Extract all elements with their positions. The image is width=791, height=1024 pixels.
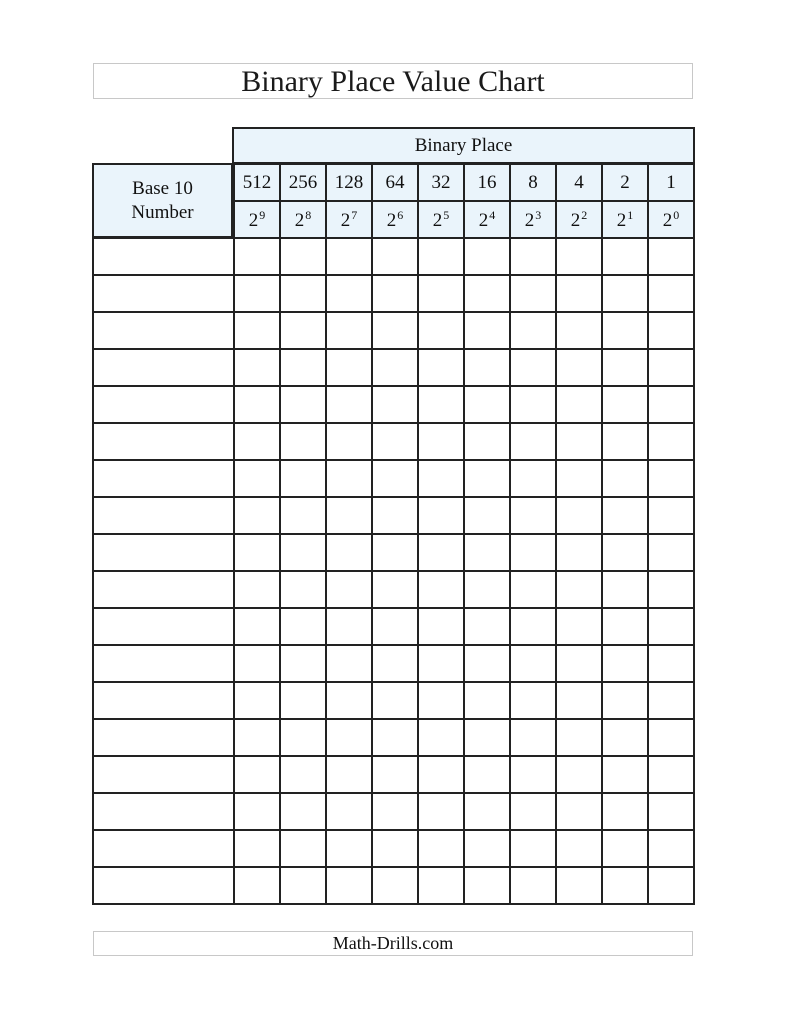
power-cell xyxy=(602,201,648,238)
power-cell xyxy=(648,201,694,238)
binary-digit-cell[interactable] xyxy=(602,830,648,867)
binary-digit-cell[interactable] xyxy=(280,460,326,497)
base10-entry-cell[interactable] xyxy=(93,349,234,386)
place-value-cell: 128 xyxy=(326,164,372,201)
power-base: 2 xyxy=(478,209,489,231)
binary-digit-cell[interactable] xyxy=(372,460,418,497)
binary-digit-cell[interactable] xyxy=(418,497,464,534)
power-base: 2 xyxy=(662,209,673,231)
power-base: 2 xyxy=(432,209,443,231)
binary-digit-cell[interactable] xyxy=(464,534,510,571)
binary-digit-cell[interactable] xyxy=(418,608,464,645)
binary-digit-cell[interactable] xyxy=(464,793,510,830)
footer-credit: Math-Drills.com xyxy=(93,931,693,956)
binary-digit-cell[interactable] xyxy=(234,645,280,682)
table-row xyxy=(93,793,694,830)
place-value-cell: 2 xyxy=(602,164,648,201)
binary-digit-cell[interactable] xyxy=(648,867,694,904)
binary-digit-cell[interactable] xyxy=(556,571,602,608)
binary-digit-cell[interactable] xyxy=(602,386,648,423)
binary-digit-cell[interactable] xyxy=(510,312,556,349)
binary-digit-cell[interactable] xyxy=(326,238,372,275)
place-value-cell: 4 xyxy=(556,164,602,201)
binary-digit-cell[interactable] xyxy=(464,608,510,645)
table-row xyxy=(93,460,694,497)
binary-digit-cell[interactable] xyxy=(234,793,280,830)
binary-digit-cell[interactable] xyxy=(510,275,556,312)
binary-digit-cell[interactable] xyxy=(418,423,464,460)
power-base: 2 xyxy=(294,209,305,231)
binary-digit-cell[interactable] xyxy=(326,312,372,349)
binary-digit-cell[interactable] xyxy=(234,275,280,312)
binary-digit-cell[interactable] xyxy=(602,867,648,904)
binary-digit-cell[interactable] xyxy=(372,534,418,571)
place-value-cell: 512 xyxy=(234,164,280,201)
table-row xyxy=(93,423,694,460)
binary-digit-cell[interactable] xyxy=(280,571,326,608)
place-value-cell: 1 xyxy=(648,164,694,201)
binary-digit-cell[interactable] xyxy=(602,608,648,645)
binary-digit-cell[interactable] xyxy=(602,793,648,830)
binary-digit-cell[interactable] xyxy=(648,793,694,830)
binary-digit-cell[interactable] xyxy=(464,867,510,904)
binary-digit-cell[interactable] xyxy=(418,830,464,867)
place-value-cell: 256 xyxy=(280,164,326,201)
binary-digit-cell[interactable] xyxy=(234,386,280,423)
binary-digit-cell[interactable] xyxy=(556,497,602,534)
table-row xyxy=(93,867,694,904)
binary-digit-cell[interactable] xyxy=(556,312,602,349)
power-exponent: 0 xyxy=(673,207,680,222)
binary-digit-cell[interactable] xyxy=(510,867,556,904)
binary-digit-cell[interactable] xyxy=(234,867,280,904)
base10-entry-cell[interactable] xyxy=(93,867,234,904)
binary-digit-cell[interactable] xyxy=(326,571,372,608)
binary-digit-cell[interactable] xyxy=(510,386,556,423)
table-row xyxy=(93,608,694,645)
binary-digit-cell[interactable] xyxy=(280,719,326,756)
binary-digit-cell[interactable] xyxy=(234,682,280,719)
binary-digit-cell[interactable] xyxy=(556,682,602,719)
binary-digit-cell[interactable] xyxy=(556,645,602,682)
binary-digit-cell[interactable] xyxy=(418,386,464,423)
binary-digit-cell[interactable] xyxy=(556,867,602,904)
binary-digit-cell[interactable] xyxy=(418,275,464,312)
binary-digit-cell[interactable] xyxy=(510,719,556,756)
binary-digit-cell[interactable] xyxy=(510,608,556,645)
binary-digit-cell[interactable] xyxy=(648,830,694,867)
binary-digit-cell[interactable] xyxy=(648,719,694,756)
binary-digit-cell[interactable] xyxy=(372,608,418,645)
binary-digit-cell[interactable] xyxy=(280,275,326,312)
binary-digit-cell[interactable] xyxy=(234,756,280,793)
binary-digit-cell[interactable] xyxy=(464,830,510,867)
base10-entry-cell[interactable] xyxy=(93,719,234,756)
place-value-cell: 8 xyxy=(510,164,556,201)
binary-digit-cell[interactable] xyxy=(372,645,418,682)
binary-digit-cell[interactable] xyxy=(648,571,694,608)
binary-digit-cell[interactable] xyxy=(418,645,464,682)
binary-digit-cell[interactable] xyxy=(648,756,694,793)
binary-digit-cell[interactable] xyxy=(556,423,602,460)
binary-digit-cell[interactable] xyxy=(510,238,556,275)
binary-digit-cell[interactable] xyxy=(326,534,372,571)
binary-digit-cell[interactable] xyxy=(464,571,510,608)
binary-digit-cell[interactable] xyxy=(326,423,372,460)
binary-digit-cell[interactable] xyxy=(280,756,326,793)
binary-digit-cell[interactable] xyxy=(602,349,648,386)
binary-digit-cell[interactable] xyxy=(464,386,510,423)
base10-entry-cell[interactable] xyxy=(93,423,234,460)
binary-digit-cell[interactable] xyxy=(556,275,602,312)
binary-digit-cell[interactable] xyxy=(234,830,280,867)
table-row xyxy=(93,534,694,571)
binary-digit-cell[interactable] xyxy=(464,312,510,349)
power-cell xyxy=(372,201,418,238)
power-exponent: 4 xyxy=(489,207,496,222)
binary-digit-cell[interactable] xyxy=(326,645,372,682)
binary-digit-cell[interactable] xyxy=(372,682,418,719)
binary-digit-cell[interactable] xyxy=(556,608,602,645)
binary-digit-cell[interactable] xyxy=(464,682,510,719)
binary-digit-cell[interactable] xyxy=(648,460,694,497)
binary-digit-cell[interactable] xyxy=(326,756,372,793)
binary-digit-cell[interactable] xyxy=(556,349,602,386)
binary-digit-cell[interactable] xyxy=(648,682,694,719)
binary-digit-cell[interactable] xyxy=(280,867,326,904)
binary-digit-cell[interactable] xyxy=(556,534,602,571)
table-row xyxy=(93,312,694,349)
binary-digit-cell[interactable] xyxy=(418,534,464,571)
binary-digit-cell[interactable] xyxy=(326,682,372,719)
binary-digit-cell[interactable] xyxy=(280,682,326,719)
binary-digit-cell[interactable] xyxy=(280,534,326,571)
binary-digit-cell[interactable] xyxy=(326,867,372,904)
binary-digit-cell[interactable] xyxy=(234,571,280,608)
power-cell xyxy=(418,201,464,238)
table-row xyxy=(93,497,694,534)
binary-digit-cell[interactable] xyxy=(602,756,648,793)
binary-digit-cell[interactable] xyxy=(510,756,556,793)
power-base: 2 xyxy=(248,209,259,231)
binary-digit-cell[interactable] xyxy=(372,386,418,423)
binary-digit-cell[interactable] xyxy=(648,608,694,645)
power-exponent: 8 xyxy=(305,207,312,222)
binary-digit-cell[interactable] xyxy=(602,719,648,756)
binary-digit-cell[interactable] xyxy=(510,349,556,386)
binary-digit-cell[interactable] xyxy=(464,719,510,756)
binary-digit-cell[interactable] xyxy=(418,756,464,793)
power-cell xyxy=(556,201,602,238)
binary-digit-cell[interactable] xyxy=(602,645,648,682)
base10-label-line2: Number xyxy=(131,201,194,223)
binary-digit-cell[interactable] xyxy=(556,238,602,275)
binary-digit-cell[interactable] xyxy=(556,719,602,756)
binary-digit-cell[interactable] xyxy=(464,349,510,386)
binary-digit-cell[interactable] xyxy=(418,867,464,904)
base10-entry-cell[interactable] xyxy=(93,534,234,571)
power-base: 2 xyxy=(386,209,397,231)
binary-place-header: Binary Place xyxy=(232,127,695,164)
binary-digit-cell[interactable] xyxy=(372,756,418,793)
binary-digit-cell[interactable] xyxy=(234,460,280,497)
binary-digit-cell[interactable] xyxy=(418,349,464,386)
power-base: 2 xyxy=(570,209,581,231)
binary-digit-cell[interactable] xyxy=(372,312,418,349)
base10-label-line1: Base 10 xyxy=(132,177,193,199)
table-row xyxy=(93,682,694,719)
binary-digit-cell[interactable] xyxy=(648,497,694,534)
binary-digit-cell[interactable] xyxy=(464,238,510,275)
binary-digit-cell[interactable] xyxy=(510,497,556,534)
binary-digit-cell[interactable] xyxy=(372,571,418,608)
binary-digit-cell[interactable] xyxy=(234,719,280,756)
binary-digit-cell[interactable] xyxy=(418,312,464,349)
binary-digit-cell[interactable] xyxy=(234,238,280,275)
table-row xyxy=(93,571,694,608)
binary-digit-cell[interactable] xyxy=(464,645,510,682)
power-exponent: 5 xyxy=(443,207,450,222)
binary-digit-cell[interactable] xyxy=(372,830,418,867)
power-cell xyxy=(326,201,372,238)
power-base: 2 xyxy=(340,209,351,231)
binary-digit-cell[interactable] xyxy=(556,793,602,830)
binary-digit-cell[interactable] xyxy=(510,793,556,830)
binary-digit-cell[interactable] xyxy=(372,497,418,534)
power-exponent: 6 xyxy=(397,207,404,222)
binary-digit-cell[interactable] xyxy=(648,349,694,386)
binary-digit-cell[interactable] xyxy=(326,349,372,386)
table-row xyxy=(93,349,694,386)
binary-digit-cell[interactable] xyxy=(648,312,694,349)
binary-digit-cell[interactable] xyxy=(372,793,418,830)
base10-entry-cell[interactable] xyxy=(93,275,234,312)
binary-digit-cell[interactable] xyxy=(648,386,694,423)
base10-entry-cell[interactable] xyxy=(93,238,234,275)
binary-digit-cell[interactable] xyxy=(326,460,372,497)
table-row xyxy=(93,756,694,793)
place-value-cell: 32 xyxy=(418,164,464,201)
binary-digit-cell[interactable] xyxy=(234,534,280,571)
base10-entry-cell[interactable] xyxy=(93,608,234,645)
binary-digit-cell[interactable] xyxy=(510,423,556,460)
binary-digit-cell[interactable] xyxy=(372,867,418,904)
binary-digit-cell[interactable] xyxy=(326,830,372,867)
base10-entry-cell[interactable] xyxy=(93,682,234,719)
binary-digit-cell[interactable] xyxy=(372,423,418,460)
binary-digit-cell[interactable] xyxy=(510,571,556,608)
binary-digit-cell[interactable] xyxy=(648,534,694,571)
power-base: 2 xyxy=(616,209,627,231)
binary-digit-cell[interactable] xyxy=(234,608,280,645)
binary-place-value-table xyxy=(92,163,695,905)
binary-digit-cell[interactable] xyxy=(280,238,326,275)
binary-digit-cell[interactable] xyxy=(280,312,326,349)
binary-digit-cell[interactable] xyxy=(556,460,602,497)
base10-entry-cell[interactable] xyxy=(93,830,234,867)
binary-digit-cell[interactable] xyxy=(602,423,648,460)
table-row xyxy=(93,830,694,867)
binary-digit-cell[interactable] xyxy=(418,719,464,756)
place-value-cell: 16 xyxy=(464,164,510,201)
binary-digit-cell[interactable] xyxy=(464,756,510,793)
binary-digit-cell[interactable] xyxy=(326,275,372,312)
power-exponent: 2 xyxy=(581,207,588,222)
power-cell xyxy=(464,201,510,238)
binary-digit-cell[interactable] xyxy=(234,312,280,349)
binary-digit-cell[interactable] xyxy=(418,238,464,275)
table-row xyxy=(93,238,694,275)
binary-digit-cell[interactable] xyxy=(648,645,694,682)
binary-digit-cell[interactable] xyxy=(326,719,372,756)
binary-digit-cell[interactable] xyxy=(280,423,326,460)
base10-entry-cell[interactable] xyxy=(93,312,234,349)
binary-digit-cell[interactable] xyxy=(372,238,418,275)
binary-digit-cell[interactable] xyxy=(602,238,648,275)
binary-digit-cell[interactable] xyxy=(418,793,464,830)
binary-digit-cell[interactable] xyxy=(280,349,326,386)
binary-digit-cell[interactable] xyxy=(372,275,418,312)
binary-digit-cell[interactable] xyxy=(234,349,280,386)
binary-digit-cell[interactable] xyxy=(556,386,602,423)
power-base: 2 xyxy=(524,209,535,231)
binary-digit-cell[interactable] xyxy=(280,386,326,423)
binary-digit-cell[interactable] xyxy=(464,275,510,312)
binary-digit-cell[interactable] xyxy=(418,460,464,497)
binary-digit-cell[interactable] xyxy=(464,460,510,497)
power-exponent: 9 xyxy=(259,207,266,222)
base10-entry-cell[interactable] xyxy=(93,386,234,423)
binary-digit-cell[interactable] xyxy=(280,497,326,534)
binary-digit-cell[interactable] xyxy=(280,608,326,645)
binary-digit-cell[interactable] xyxy=(234,423,280,460)
power-cell xyxy=(234,201,280,238)
binary-digit-cell[interactable] xyxy=(510,534,556,571)
binary-digit-cell[interactable] xyxy=(326,793,372,830)
binary-digit-cell[interactable] xyxy=(510,682,556,719)
binary-digit-cell[interactable] xyxy=(510,645,556,682)
table-row xyxy=(93,275,694,312)
binary-digit-cell[interactable] xyxy=(648,423,694,460)
binary-digit-cell[interactable] xyxy=(602,571,648,608)
binary-digit-cell[interactable] xyxy=(510,460,556,497)
table-row xyxy=(93,386,694,423)
base10-entry-cell[interactable] xyxy=(93,571,234,608)
binary-digit-cell[interactable] xyxy=(602,312,648,349)
base10-entry-cell[interactable] xyxy=(93,460,234,497)
power-exponent: 1 xyxy=(627,207,634,222)
binary-digit-cell[interactable] xyxy=(280,793,326,830)
power-exponent: 3 xyxy=(535,207,542,222)
table-row xyxy=(93,719,694,756)
binary-digit-cell[interactable] xyxy=(280,645,326,682)
binary-digit-cell[interactable] xyxy=(326,608,372,645)
binary-digit-cell[interactable] xyxy=(464,497,510,534)
binary-digit-cell[interactable] xyxy=(372,719,418,756)
binary-digit-cell[interactable] xyxy=(372,349,418,386)
binary-digit-cell[interactable] xyxy=(234,497,280,534)
binary-digit-cell[interactable] xyxy=(602,682,648,719)
table-row xyxy=(93,645,694,682)
binary-digit-cell[interactable] xyxy=(648,238,694,275)
base10-entry-cell[interactable] xyxy=(93,645,234,682)
power-exponent: 7 xyxy=(351,207,358,222)
binary-digit-cell[interactable] xyxy=(648,275,694,312)
base10-entry-cell[interactable] xyxy=(93,756,234,793)
binary-digit-cell[interactable] xyxy=(510,830,556,867)
binary-digit-cell[interactable] xyxy=(418,682,464,719)
binary-digit-cell[interactable] xyxy=(418,571,464,608)
base10-entry-cell[interactable] xyxy=(93,497,234,534)
power-cell xyxy=(280,201,326,238)
binary-digit-cell[interactable] xyxy=(326,386,372,423)
binary-digit-cell[interactable] xyxy=(602,275,648,312)
binary-digit-cell[interactable] xyxy=(602,534,648,571)
power-cell xyxy=(510,201,556,238)
binary-digit-cell[interactable] xyxy=(602,460,648,497)
base10-entry-cell[interactable] xyxy=(93,793,234,830)
binary-digit-cell[interactable] xyxy=(280,830,326,867)
binary-digit-cell[interactable] xyxy=(326,497,372,534)
binary-digit-cell[interactable] xyxy=(602,497,648,534)
table-body xyxy=(93,164,694,904)
binary-digit-cell[interactable] xyxy=(556,830,602,867)
binary-digit-cell[interactable] xyxy=(464,423,510,460)
binary-digit-cell[interactable] xyxy=(556,756,602,793)
page-title: Binary Place Value Chart xyxy=(93,63,693,99)
base10-number-header xyxy=(92,163,233,238)
place-value-cell: 64 xyxy=(372,164,418,201)
